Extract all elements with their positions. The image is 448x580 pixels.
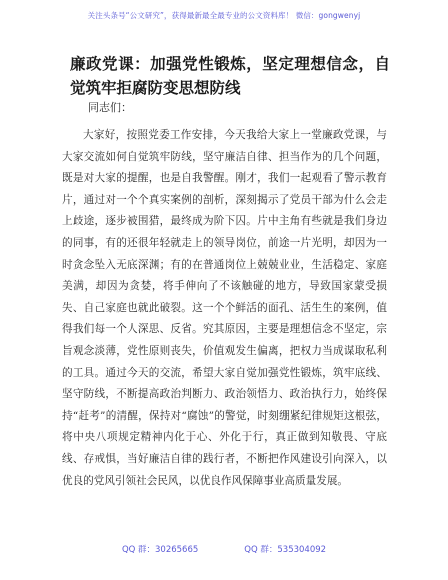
document-title: 廉政党课：加强党性锻炼，坚定理想信念，自觉筑牢拒腐防变思想防线	[70, 55, 390, 97]
footer-qq-group-2: QQ 群：535304092	[244, 545, 327, 555]
footer	[0, 543, 448, 555]
footer-qq-group-1: QQ 群：30265665	[121, 545, 199, 555]
salutation: 同志们：	[88, 101, 132, 114]
header-banner: 关注头条号“公文研究”，获得最新最全最专业的公文资料库！ 微信：gongwenyj	[87, 11, 361, 20]
body-paragraph: 大家好，按照党委工作安排，今天我给大家上一堂廉政党课，与大家交流如何自觉筑牢防线，坚守廉洁自律、担当作为的几个问题，既是对大家的提醒，也是自我警醒。刚才，我们一起观看了警示教育片，通过对一个个真实案例的剖析，深刻揭示了党员干部为什么会走上歧途，逐步被围猎，最终成为阶下囚。片中主角有些就是我们身边的同事，有的还很年轻就走上的领导岗位，前途一片光明，却因为一时贪念坠入无底深渊；有的在普通岗位上兢兢业业，生活稳定、家庭美满，却因为贪婪，将手伸向了不该触碰的地方，导致国家蒙受损失、自己家庭也就此破裂。这一个个鲜活的面孔、活生生的案例，值得我们每一个人深思、反省。究其原因，主要是理想信念不坚定，宗旨观念淡薄，党性原则丧失，价值观发生偏离，把权力当成谋取私利的工具。通过今天的交流，希望大家自觉加强党性锻炼，筑牢底线、坚守防线，不断提高政治判断力、政治领悟力、政治执行力，始终保持“赶考”的清醒，保持对“腐蚀”的警觉，时刻绷紧纪律规矩这根弦，将中央八项规定精神内化于心、外化于行，真正做到知敬畏、守底线、存戒惧，当好廉洁自律的践行者，不断把作风建设引向深入，以优良的党风引领社会民风，以优良作风保障事业高质量发展。	[62, 129, 387, 487]
